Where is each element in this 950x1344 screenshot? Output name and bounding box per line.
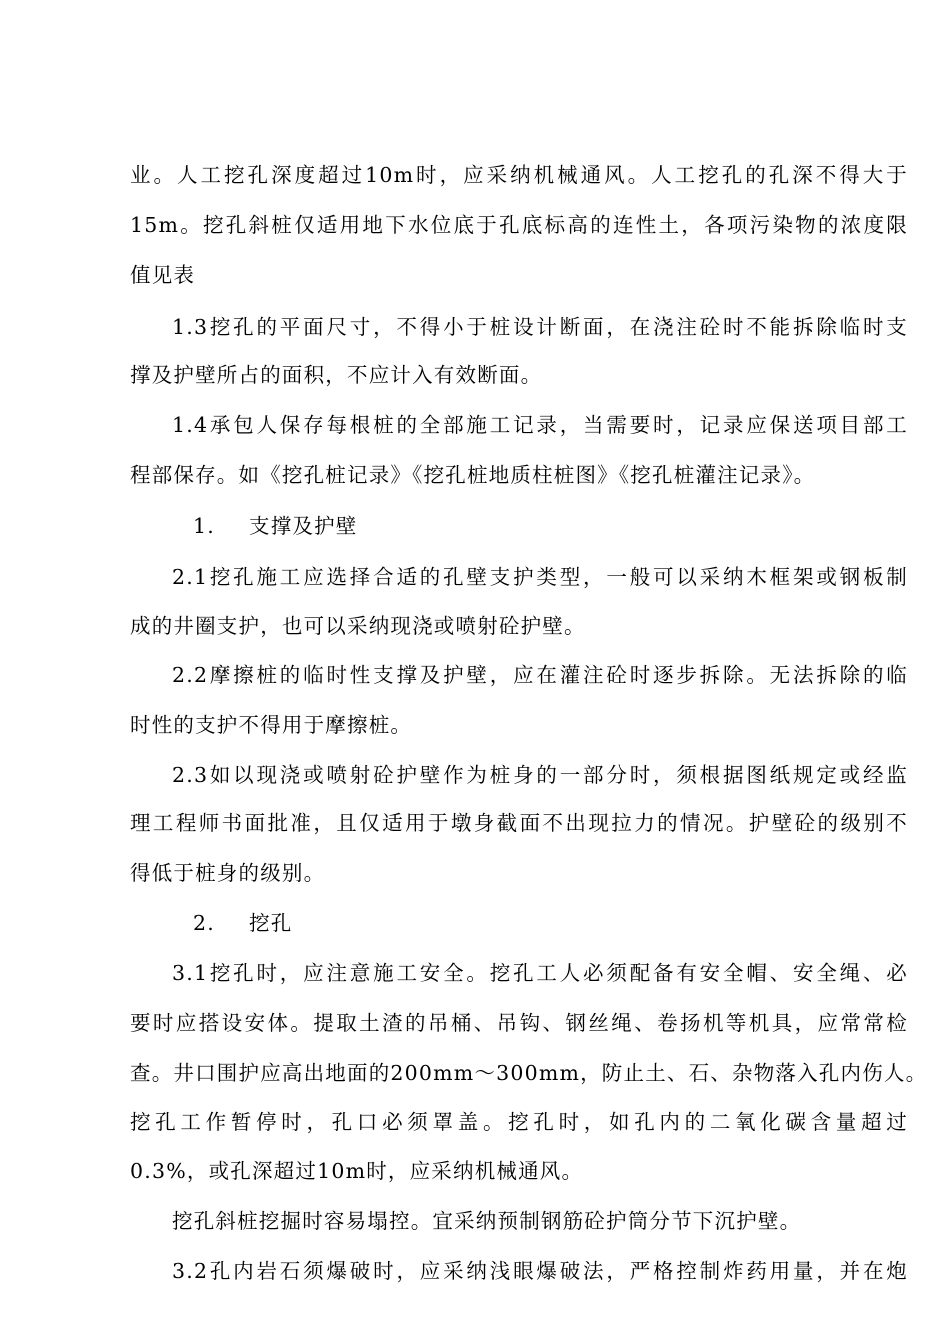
section-title: 支撑及护壁 <box>249 514 358 538</box>
paragraph-line: 3.1挖孔时，应注意施工安全。挖孔工人必须配备有安全帽、安全绳、必 <box>172 961 908 985</box>
paragraph-line: 值见表 <box>130 263 196 287</box>
paragraph-line: 挖孔斜桩挖掘时容易塌控。宜采纳预制钢筋砼护筒分节下沉护壁。 <box>172 1209 802 1233</box>
section-title: 挖孔 <box>249 911 293 935</box>
section-heading <box>193 908 493 938</box>
paragraph-line: 0.3%，或孔深超过10m时，应采纳机械通风。 <box>130 1159 584 1183</box>
paragraph-line: 2.3如以现浇或喷射砼护壁作为桩身的一部分时，须根据图纸规定或经监 <box>172 763 908 787</box>
paragraph-line: 撑及护壁所占的面积，不应计入有效断面。 <box>130 363 543 387</box>
paragraph-line: 挖孔工作暂停时，孔口必须罩盖。挖孔时，如孔内的二氧化碳含量超过 <box>130 1110 908 1134</box>
paragraph-line: 查。井口围护应高出地面的200mm～300mm，防止土、石、杂物落入孔内伤人。 <box>130 1061 928 1085</box>
paragraph-line: 得低于桩身的级别。 <box>130 861 326 885</box>
paragraph-line: 成的井圈支护，也可以采纳现浇或喷射砼护壁。 <box>130 614 586 638</box>
paragraph-line: 2.1挖孔施工应选择合适的孔壁支护类型，一般可以采纳木框架或钢板制 <box>172 565 908 589</box>
section-number: 2. <box>193 911 215 935</box>
paragraph-line: 15m。挖孔斜桩仅适用地下水位底于孔底标高的连性土，各项污染物的浓度限 <box>130 213 908 237</box>
paragraph-line: 1.4承包人保存每根桩的全部施工记录，当需要时，记录应保送项目部工 <box>172 413 908 437</box>
paragraph-line: 3.2孔内岩石须爆破时，应采纳浅眼爆破法，严格控制炸药用量，并在炮 <box>172 1259 908 1283</box>
paragraph-line: 程部保存。如《挖孔桩记录》《挖孔桩地质柱桩图》《挖孔桩灌注记录》。 <box>130 463 816 487</box>
section-heading <box>193 511 493 541</box>
paragraph-line: 业。人工挖孔深度超过10m时，应采纳机械通风。人工挖孔的孔深不得大于 <box>130 163 908 187</box>
paragraph-line: 要时应搭设安体。提取土渣的吊桶、吊钩、钢丝绳、卷扬机等机具，应常常检 <box>130 1011 908 1035</box>
paragraph-line: 时性的支护不得用于摩擦桩。 <box>130 713 413 737</box>
paragraph-line: 理工程师书面批准，且仅适用于墩身截面不出现拉力的情况。护壁砼的级别不 <box>130 811 908 835</box>
paragraph-line: 2.2摩擦桩的临时性支撑及护壁，应在灌注砼时逐步拆除。无法拆除的临 <box>172 663 908 687</box>
paragraph-line: 1.3挖孔的平面尺寸，不得小于桩设计断面，在浇注砼时不能拆除临时支 <box>172 315 908 339</box>
section-number: 1. <box>193 514 215 538</box>
